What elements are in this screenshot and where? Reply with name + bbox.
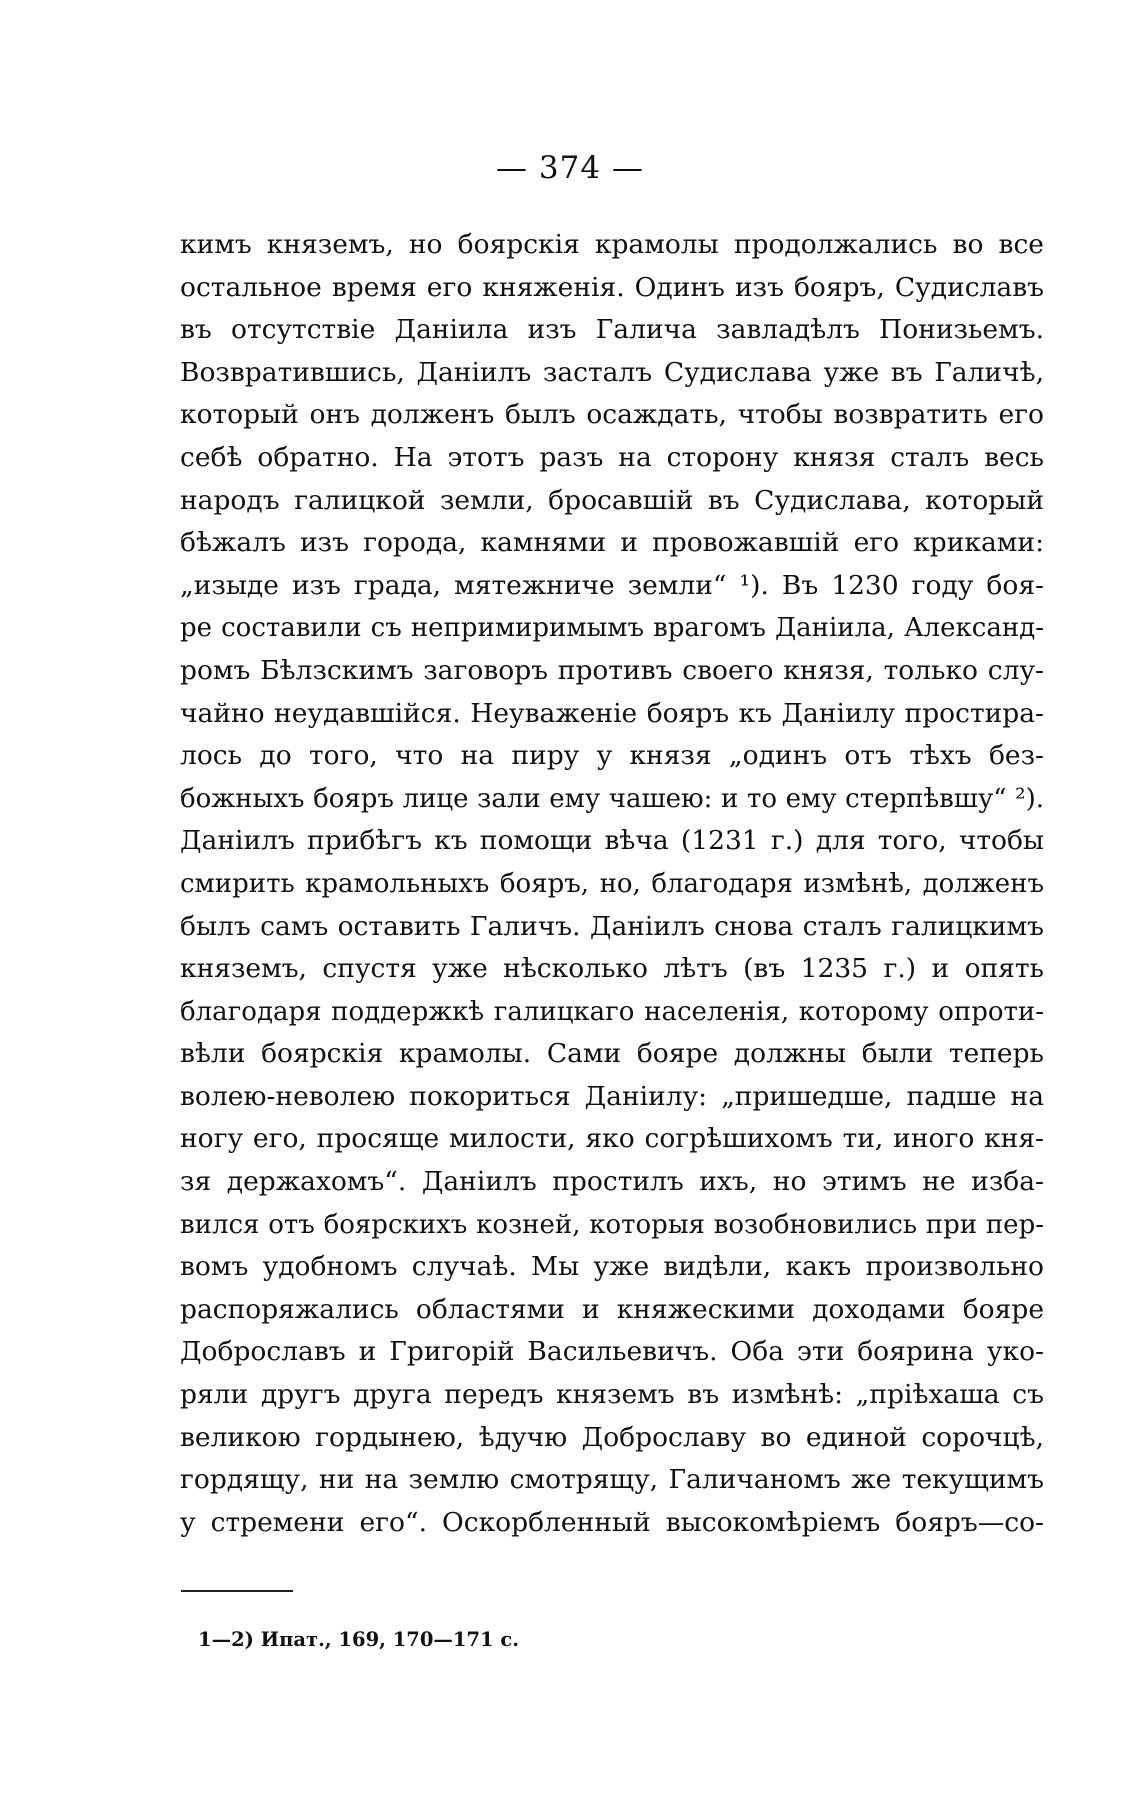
- text-line: великою гордынею, ѣдучю Доброславу во единой сорочцѣ,: [180, 1421, 1044, 1453]
- text-line: зя держахомъ“. Даніилъ простилъ ихъ, но этимъ не изба-: [180, 1166, 1044, 1198]
- page-number: — 374 —: [496, 150, 644, 186]
- text-line: чайно неудавшійся. Неуваженіе бояръ къ Даніилу простира-: [180, 697, 1044, 729]
- text-line: который онъ долженъ былъ осаждать, чтобы возвратить его: [180, 399, 1044, 431]
- text-line: распоряжались областями и княжескими доходами бояре: [180, 1293, 1044, 1325]
- text-line: у стремени его“. Оскорбленный высокомѣріемъ бояръ—со-: [180, 1506, 1044, 1538]
- text-line: гордящу, ни на землю смотрящу, Галичаномъ же текущимъ: [180, 1464, 1044, 1496]
- text-line: остальное время его княженія. Одинъ изъ бояръ, Судиславъ: [180, 271, 1044, 303]
- text-line: „изыде изъ града, мятежниче земли“ ¹). Въ 1230 году боя-: [180, 569, 1044, 601]
- text-line: ряли другъ друга передъ княземъ въ измѣнѣ: „пріѣхаша съ: [180, 1379, 1044, 1411]
- text-line: смирить крамольныхъ бояръ, но, благодаря измѣнѣ, долженъ: [180, 868, 1044, 899]
- text-line: бѣжалъ изъ города, камнями и провожавшій его криками:: [180, 527, 1044, 559]
- text-line: себѣ обратно. На этотъ разъ на сторону князя сталъ весь: [180, 441, 1044, 473]
- text-line: Доброславъ и Григорій Васильевичъ. Оба эти боярина уко-: [180, 1336, 1044, 1368]
- text-line: ре составили съ непримиримымъ врагомъ Даніила, Александ-: [180, 613, 1044, 644]
- text-line: Возвратившись, Даніилъ засталъ Судислава уже въ Галичѣ,: [180, 356, 1044, 388]
- text-line: Даніилъ прибѣгъ къ помощи вѣча (1231 г.) для того, чтобы: [180, 825, 1044, 857]
- text-line: лось до того, что на пиру у князя „одинъ отъ тѣхъ без-: [180, 740, 1044, 772]
- text-line: вѣли боярскія крамолы. Сами бояре должны были теперь: [180, 1038, 1044, 1070]
- text-line: въ отсутствіе Даніила изъ Галича завладѣлъ Понизьемъ.: [180, 314, 1044, 346]
- footnote-rule: [181, 1590, 293, 1592]
- text-line: волею-неволею покориться Даніилу: „пришедше, падше на: [180, 1080, 1044, 1112]
- text-line: ногу его, просяще милости, яко согрѣшихомъ ти, иного кня-: [180, 1123, 1044, 1155]
- text-line: народъ галицкой земли, бросавшій въ Судислава, который: [180, 484, 1044, 516]
- text-line: былъ самъ оставить Галичъ. Даніилъ снова сталъ галицкимъ: [180, 910, 1044, 942]
- text-line: кимъ княземъ, но боярскія крамолы продолжались во все: [180, 229, 1044, 260]
- text-line: вомъ удобномъ случаѣ. Мы уже видѣли, какъ произвольно: [180, 1251, 1044, 1283]
- text-line: благодаря поддержкѣ галицкаго населенія, которому опроти-: [180, 996, 1044, 1027]
- footnote: 1—2) Ипат., 169, 170—171 с.: [198, 1628, 520, 1651]
- text-line: ромъ Бѣлзскимъ заговоръ противъ своего князя, только слу-: [180, 654, 1044, 686]
- body-text: [180, 224, 1044, 1544]
- text-line: вился отъ боярскихъ козней, которыя возобновились при пер-: [180, 1209, 1044, 1240]
- text-line: божныхъ бояръ лице зали ему чашею: и то ему стерпѣвшу“ ²).: [180, 783, 1044, 814]
- text-line: княземъ, спустя уже нѣсколько лѣтъ (въ 1235 г.) и опять: [180, 953, 1044, 985]
